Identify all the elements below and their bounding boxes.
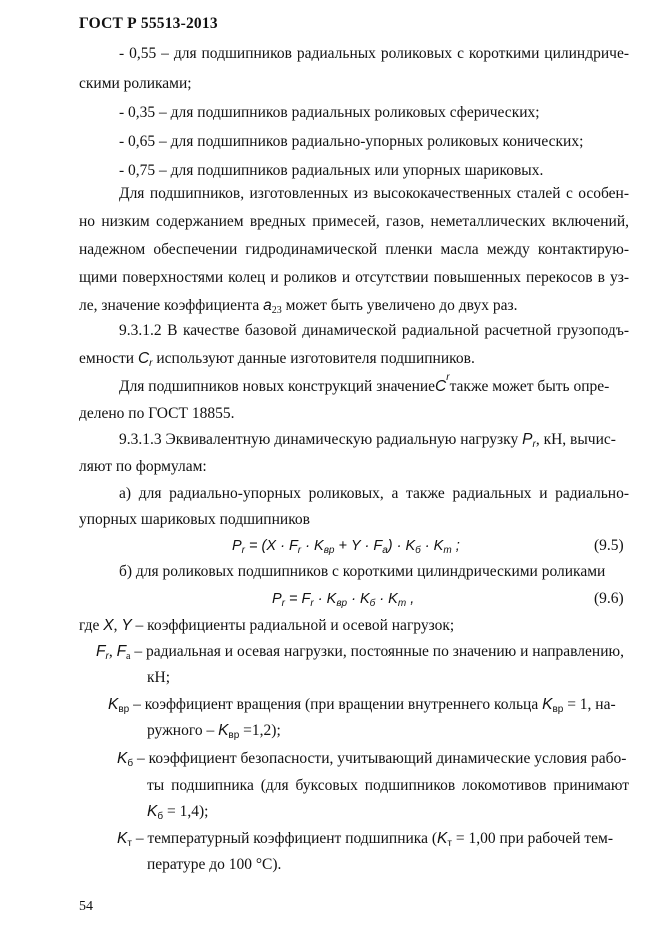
equation-9-6: $P_r = F_r \cdot K_{вр} \cdot K_б \cdot K_т$ ,	[272, 591, 415, 609]
list-item-1a: - 0,55 – для подшипников радиальных роликовых с короткими цилиндриче-	[119, 45, 629, 62]
where-kb-line3: $K_б = 1,4$);	[147, 803, 209, 822]
symbol-cr: C	[137, 350, 150, 367]
equation-9-5: $P_r = (X \cdot F_r \cdot K_{вр} + Y \cdot F_а) \cdot K_б \cdot K_т$ ;	[232, 538, 460, 556]
case-a-line2: упорных шариковых подшипников	[79, 511, 311, 528]
where-f-line2: кН;	[147, 669, 171, 686]
where-kb-line2: ты подшипника (для буксовых подшипников локомотивов принимают	[147, 777, 629, 794]
para2-line2: делено по ГОСТ 18855.	[79, 405, 235, 422]
where-kb-line1: $K_б$ – коэффициент безопасности, учитывающий динамические условия рабо-	[117, 750, 627, 769]
page-number: 54	[79, 899, 93, 914]
para1-line2: но низким содержанием вредных примесей, газов, неметаллических включений,	[79, 213, 629, 230]
where-f-line1: $F_r$, $F_a$ – радиальная и осевая нагрузки, постоянные по значению и направлению,	[96, 643, 624, 662]
para1-line4: щими поверхностями колец и роликов и отсутствии повышенных перекосов в уз-	[79, 269, 629, 286]
where-kvr-line1: $K_{вр}$ – коэффициент вращения (при вращении внутреннего кольца $K_{вр} = 1$, на-	[108, 696, 616, 715]
list-item-4: - 0,75 – для подшипников радиальных или упорных шариковых.	[119, 162, 544, 179]
case-b-line1: б) для роликовых подшипников с короткими цилиндрическими роликами	[119, 563, 606, 580]
where-kvr-line2: ружного – $K_{вр} =1,2$);	[147, 722, 281, 741]
para1-line1: Для подшипников, изготовленных из высококачественных сталей с особен-	[119, 185, 629, 202]
list-item-2: - 0,35 – для подшипников радиальных роликовых сферических;	[119, 104, 540, 121]
document-header: ГОСТ Р 55513-2013	[79, 15, 218, 32]
para1-line5: ле, значение коэффициента $a_{23}$ может быть увеличено до двух раз.	[79, 297, 518, 316]
section-9313-line2: ляют по формулам:	[79, 458, 207, 475]
list-item-1b: скими роликами;	[79, 75, 192, 92]
section-9312-line1: 9.3.1.2 В качестве базовой динамической радиальной расчетной грузоподъ-	[119, 322, 629, 339]
symbol-a23: a	[263, 297, 272, 314]
case-a-line1: а) для радиально-упорных роликовых, а также радиальных и радиально-	[119, 485, 629, 502]
para1-line3: надежном обеспечении гидродинамической пленки масла между контактирую-	[79, 241, 629, 258]
section-9313-line1: 9.3.1.3 Эквивалентную динамическую радиальную нагрузку $P_r$, кН, вычис-	[119, 431, 616, 450]
equation-number-9-6: (9.6)	[594, 590, 624, 607]
where-xy: где X, Y – коэффициенты радиальной и осевой нагрузок;	[79, 617, 455, 634]
list-item-3: - 0,65 – для подшипников радиально-упорных роликовых конических;	[119, 133, 584, 150]
section-9312-line2: емности $C_r$ используют данные изготовителя подшипников.	[79, 350, 475, 369]
para2-line1: Для подшипников новых конструкций значение C r также может быть опре-	[119, 372, 610, 395]
where-kt-line1: $K_т$ – температурный коэффициент подшипника ($K_т = 1,00$ при рабочей тем-	[117, 830, 613, 849]
where-kt-line2: пературе до 100 °С).	[147, 856, 282, 873]
equation-number-9-5: (9.5)	[594, 537, 624, 554]
